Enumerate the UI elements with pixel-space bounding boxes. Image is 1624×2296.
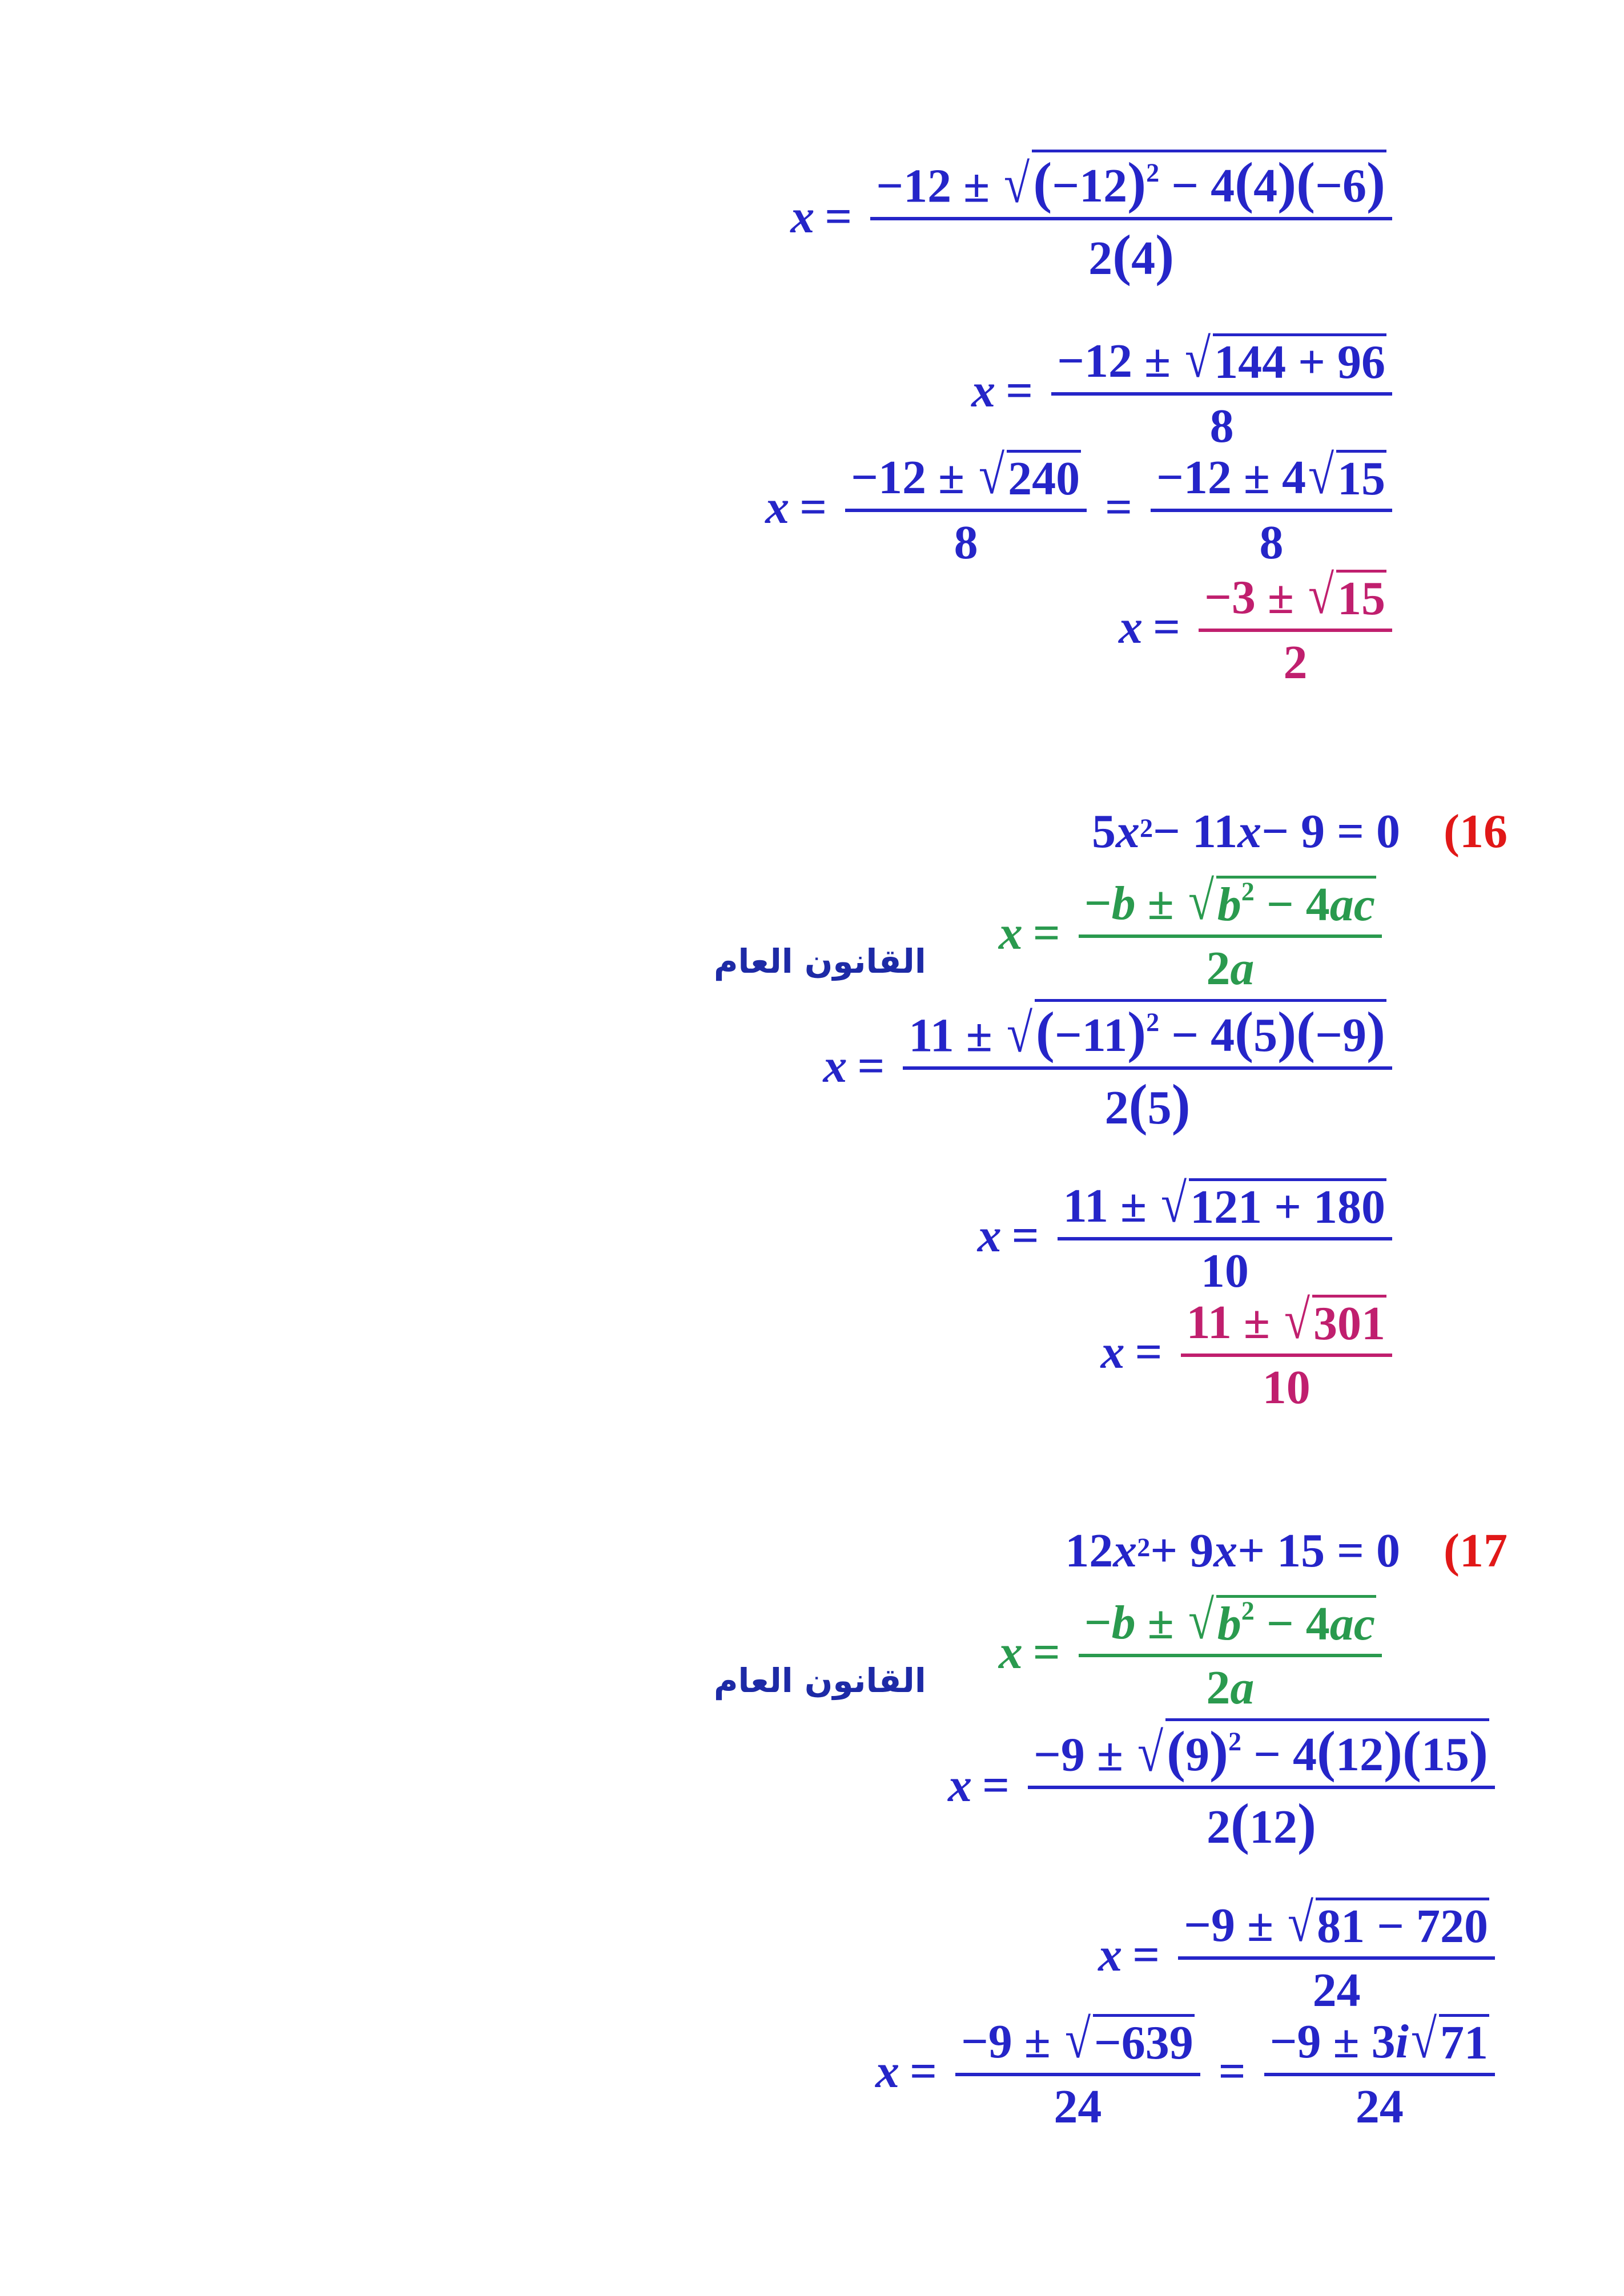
eq15-step1 [790,150,1400,287]
x-var: x [875,2044,900,2098]
fraction [1178,1892,1495,2017]
eq16-answer [1100,1289,1400,1414]
x-var: x [790,190,815,244]
eq16-step2 [977,1173,1400,1298]
eq15-answer [1119,564,1400,689]
numerator: 11 ± √ $(-11)^2 - 4(5)(-9)$ [903,999,1392,1066]
equals-sign: = [799,480,827,534]
sqrt: √ 144 + 96 [1185,328,1385,389]
denominator: 2(12) [1206,1793,1316,1856]
fraction [903,999,1392,1137]
general-formula-16 [998,870,1390,995]
answer-fraction [1199,564,1392,689]
general-formula-17 [998,1589,1390,1714]
fraction [1058,1173,1392,1298]
equation-17: 12 x 2 + 9 x + 15 = 0 [1065,1524,1400,1577]
fraction [1028,1718,1495,1856]
x-var: x [1100,1325,1125,1379]
denominator: 2a [1206,941,1255,995]
numerator: −3 ± √ 15 [1204,564,1385,625]
x-var: x [1119,600,1143,654]
denominator: 10 [1262,1360,1311,1414]
x-var: x [971,364,996,417]
numerator: −9 ± √ 81 − 720 [1184,1892,1488,1953]
denominator: 2 [1283,635,1308,689]
x-var: x [998,906,1023,960]
equation-16: 5 x 2 − 11 x − 9 = 0 [1091,805,1400,858]
equals-sign: = [857,1040,885,1093]
equals-sign: = [1218,2044,1246,2098]
sqrt: √ 121 + 180 [1161,1173,1385,1234]
denominator: 24 [1312,1963,1361,2017]
eq17-step1 [948,1718,1503,1856]
sqrt: √ −639 [1064,2008,1193,2069]
numerator: −b ± √ $b^2 - 4ac$ [1084,870,1375,931]
denominator: 8 [1209,399,1234,453]
fraction [870,150,1392,287]
sqrt: √ 81 − 720 [1288,1892,1488,1953]
equals-sign: = [982,1759,1010,1812]
numerator: −12 ± √ 144 + 96 [1057,328,1385,389]
x-var: x [1098,1928,1123,1981]
sqrt: √ 301 [1284,1289,1385,1350]
denominator: 8 [1259,515,1284,569]
sqrt: √ 71 [1410,2008,1488,2069]
sqrt: √ $b^2 - 4ac$ [1188,1589,1375,1650]
denominator: 8 [954,515,978,569]
x-var: x [977,1209,1002,1262]
problem-number-17: (17 [1444,1524,1508,1577]
denominator: 2a [1206,1661,1255,1714]
eq16-step1 [823,999,1400,1137]
denominator: 2(5) [1104,1074,1191,1137]
eq15-step2 [971,328,1400,453]
fraction [1051,328,1392,453]
denominator: 24 [1054,2080,1102,2133]
denominator: 2(4) [1088,224,1175,287]
answer-fraction [1181,1289,1392,1414]
sqrt: √ $(-12)^2 - 4(4)(-6)$ [1002,150,1386,211]
equals-sign: = [1011,1209,1039,1262]
numerator: −12 ± 4 √ 15 [1156,444,1385,505]
fraction [1079,1589,1382,1714]
numerator: −9 ± √ −639 [960,2008,1193,2069]
fraction [1264,2008,1495,2133]
equals-sign: = [1006,364,1034,417]
fraction [845,444,1087,569]
sqrt: √ $b^2 - 4ac$ [1188,870,1375,931]
x-var: x [765,480,790,534]
equals-sign: = [825,190,853,244]
sqrt: √ $(9)^2 - 4(12)(15)$ [1135,1718,1489,1780]
x-var: x [823,1040,847,1093]
fraction [1151,444,1392,569]
general-law-label-17: القانون العام [714,1661,926,1700]
denominator: 24 [1355,2080,1404,2133]
sqrt: √ 240 [979,444,1080,505]
fraction [955,2008,1200,2133]
numerator: −b ± √ $b^2 - 4ac$ [1084,1589,1375,1650]
x-var: x [998,1625,1023,1679]
x-var: x [948,1759,972,1812]
sqrt: √ $(-11)^2 - 4(5)(-9)$ [1004,999,1386,1061]
eq15-step3 [765,444,1400,569]
equals-sign: = [1135,1325,1163,1379]
numerator: −12 ± √ $(-12)^2 - 4(4)(-6)$ [870,150,1392,217]
numerator: 11 ± √ 301 [1186,1289,1385,1350]
equals-sign: = [1032,906,1060,960]
eq17-step2 [1098,1892,1503,2017]
equals-sign: = [1032,1625,1060,1679]
numerator: −9 ± 3i √ 71 [1269,2008,1488,2069]
equals-sign: = [1132,1928,1160,1981]
sqrt: √ 15 [1308,444,1385,505]
sqrt: √ 15 [1308,564,1385,625]
numerator: −12 ± √ 240 [851,444,1080,505]
equals-sign: = [1105,480,1133,534]
problem-number-16: (16 [1444,805,1508,858]
general-law-label-16: القانون العام [714,942,926,981]
equals-sign: = [910,2044,937,2098]
numerator: 11 ± √ 121 + 180 [1063,1173,1385,1234]
eq17-step3 [875,2008,1503,2133]
numerator: −9 ± √ $(9)^2 - 4(12)(15)$ [1028,1718,1495,1786]
fraction [1079,870,1382,995]
equals-sign: = [1153,600,1181,654]
denominator: 10 [1200,1244,1249,1298]
